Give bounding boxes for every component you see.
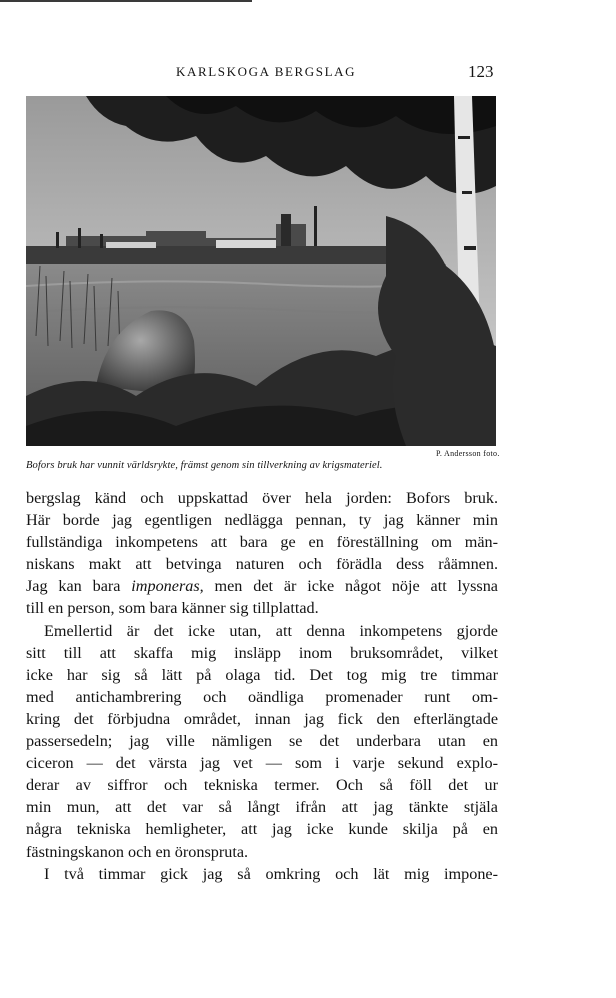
- text-line: passersedeln; jag ville nämligen se det underbara utan en: [26, 732, 498, 751]
- text-line: några tekniska hemligheter, att jag icke kunde skilja på en: [26, 820, 498, 839]
- photo-illustration: [26, 96, 496, 446]
- figure-caption: Bofors bruk har vunnit världsrykte, främst genom sin tillverkning av krigsmateriel.: [26, 460, 383, 471]
- text-line: sitt till att skaffa mig insläpp inom bruksområdet, vilket: [26, 643, 498, 662]
- text-line: Här borde jag egentligen nedlägga pennan, ty jag känner min: [26, 511, 498, 530]
- text-segment: men det är icke något nöje att lyssna: [203, 577, 498, 596]
- text-line: kring det förbjudna området, innan jag fick den efterlängtade: [26, 709, 498, 728]
- page-number: 123: [468, 62, 494, 81]
- text-line: till en person, som bara känner sig tillplattad.: [26, 599, 319, 618]
- text-line: [26, 575, 498, 597]
- photo-credit: P. Andersson foto.: [436, 449, 500, 458]
- photograph-bofors-works: [26, 96, 496, 446]
- text-line: med antichambrering och oändliga promenader runt om-: [26, 687, 498, 706]
- text-line: niskans makt att betvinga naturen och förädla dess råämnen.: [26, 555, 498, 574]
- running-head: [0, 62, 616, 82]
- text-line: Emellertid är det icke utan, att denna inkompetens gjorde: [44, 621, 498, 640]
- text-line: min mun, att det var så långt ifrån att jag tänkte stjäla: [26, 798, 498, 817]
- text-line: fästningskanon och en öronspruta.: [26, 842, 249, 861]
- text-line: icke har sig så lätt på olaga tid. Det tog mig tre timmar: [26, 665, 498, 684]
- text-segment: Jag kan bara: [26, 577, 132, 596]
- text-line: derar av siffror och tekniska termer. Och så föll det ur: [26, 776, 498, 795]
- body-text: [26, 487, 498, 885]
- italic-emphasis: imponeras,: [131, 577, 204, 596]
- running-title: KARLSKOGA BERGSLAG: [176, 64, 357, 79]
- text-line: fullständiga inkompetens att bara ge en föreställning om män-: [26, 533, 498, 552]
- text-line: I två timmar gick jag så omkring och lät mig impone-: [44, 864, 498, 883]
- text-line: bergslag känd och uppskattad över hela jorden: Bofors bruk.: [26, 489, 498, 507]
- text-line: ciceron — det värsta jag vet — som i varje sekund explo-: [26, 754, 498, 773]
- top-edge-rule: [0, 0, 252, 2]
